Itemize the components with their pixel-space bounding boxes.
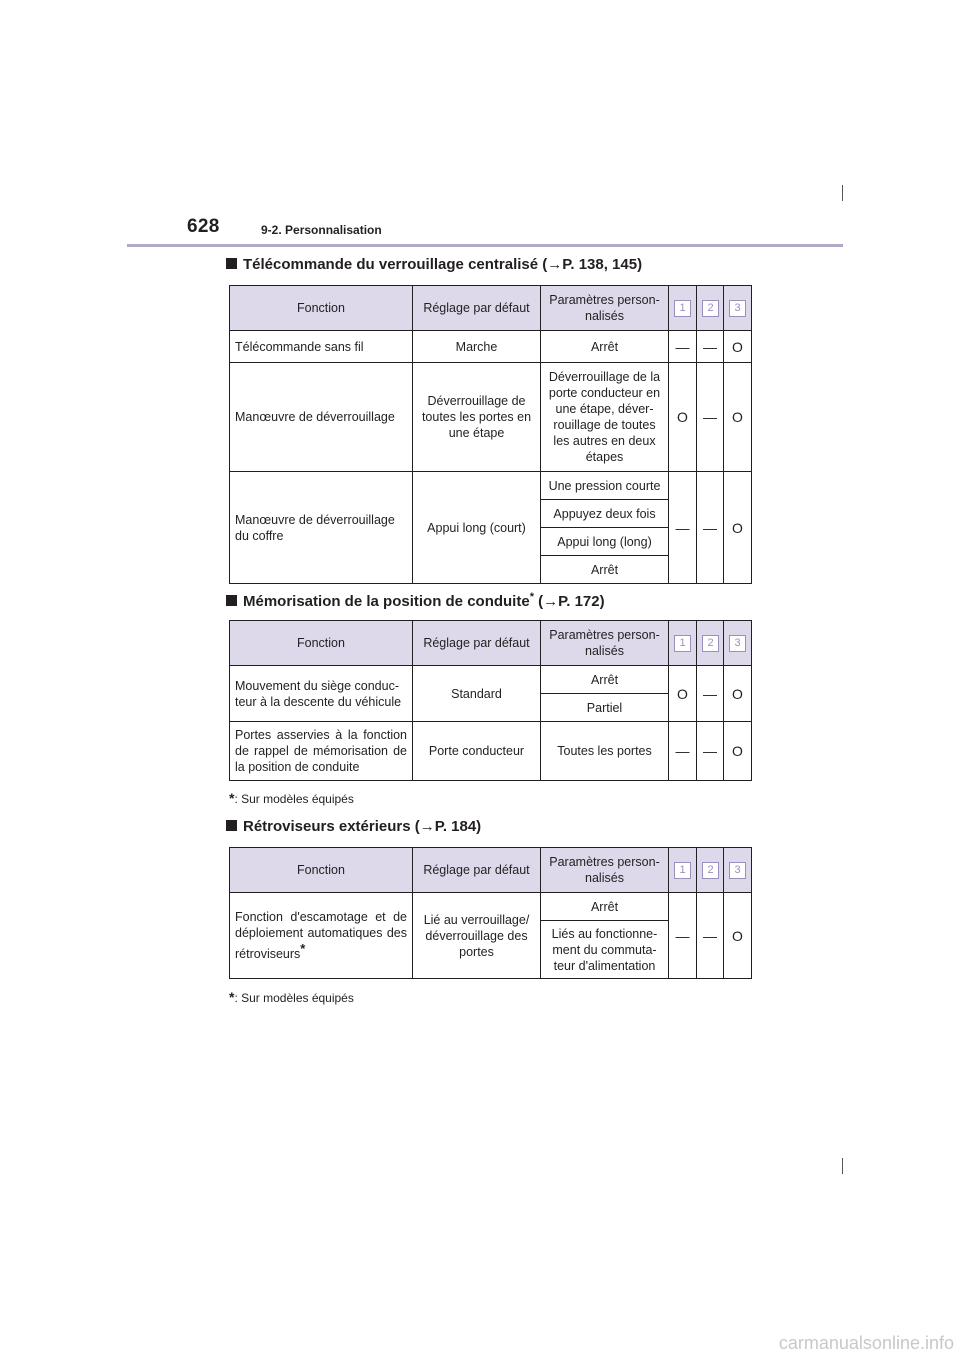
crop-mark-top: [842, 185, 843, 201]
arrow-icon: →: [419, 818, 435, 835]
cell-defaut: Appui long (court): [413, 472, 541, 584]
cell-setting-3: O: [724, 666, 752, 722]
section-title-mirrors: [226, 818, 481, 835]
cell-param: Appui long (long): [541, 528, 669, 556]
section-title-remote: [226, 256, 642, 273]
col-header-fonction: Fonction: [230, 621, 413, 666]
col-header-3: [724, 621, 752, 666]
cell-param: Arrêt: [541, 666, 669, 694]
cell-setting-2: —: [697, 722, 724, 781]
cell-param: Appuyez deux fois: [541, 500, 669, 528]
watermark: carmanualsonline.info: [778, 1333, 954, 1353]
cell-setting-3: O: [724, 363, 752, 472]
badge-1: 1: [674, 635, 691, 652]
cell-param: Déverrouillage de la porte conducteur en une étape, déver-rouillage de toutes les autres en deux étapes: [541, 363, 669, 472]
cell-setting-3: O: [724, 722, 752, 781]
cell-param: Une pression courte: [541, 472, 669, 500]
col-header-2: [697, 848, 724, 893]
cell-param: Arrêt: [541, 331, 669, 363]
cell-fonction: [230, 893, 413, 979]
cell-defaut: Porte conducteur: [413, 722, 541, 781]
footnote: [229, 989, 354, 1005]
cell-setting-3: O: [724, 893, 752, 979]
table-header-row: [230, 621, 752, 666]
chapter-title: 9-2. Personnalisation: [261, 223, 382, 237]
cell-setting-2: —: [697, 363, 724, 472]
table-row: [230, 331, 752, 363]
table-header-row: [230, 286, 752, 331]
col-header-params: Paramètres person-nalisés: [541, 848, 669, 893]
cell-setting-1: —: [669, 472, 697, 584]
badge-3: 3: [729, 862, 746, 879]
crop-mark-bottom: [842, 1158, 843, 1174]
cell-fonction: Portes asservies à la fonction de rappel de mémorisation de la position de conduite: [230, 722, 413, 781]
col-header-params: Paramètres person-nalisés: [541, 621, 669, 666]
cell-param: Arrêt: [541, 893, 669, 921]
section-title-memory: [226, 591, 605, 610]
cell-param: Toutes les portes: [541, 722, 669, 781]
cell-setting-2: —: [697, 331, 724, 363]
cell-setting-3: O: [724, 331, 752, 363]
badge-2: 2: [702, 300, 719, 317]
section-title-paren: (: [533, 593, 544, 610]
badge-2: 2: [702, 862, 719, 879]
cell-defaut: Lié au verrouillage/ déverrouillage des portes: [413, 893, 541, 979]
table-memory: [229, 620, 752, 781]
page-ref[interactable]: P. 172): [558, 593, 605, 610]
footnote: [229, 790, 354, 806]
table-row: [230, 472, 752, 500]
col-header-defaut: Réglage par défaut: [413, 286, 541, 331]
footnote-star: *: [529, 591, 534, 603]
table-remote: [229, 285, 752, 584]
col-header-fonction: Fonction: [230, 848, 413, 893]
footnote-text: : Sur modèles équipés: [234, 792, 354, 806]
badge-1: 1: [674, 862, 691, 879]
cell-defaut: Standard: [413, 666, 541, 722]
cell-fonction: Manœuvre de déverrouillage: [230, 363, 413, 472]
cell-fonction: Mouvement du siège conduc-teur à la descente du véhicule: [230, 666, 413, 722]
footnote-text: : Sur modèles équipés: [234, 991, 354, 1005]
table-header-row: [230, 848, 752, 893]
col-header-1: [669, 286, 697, 331]
col-header-1: [669, 621, 697, 666]
footnote-star: *: [229, 790, 235, 806]
cell-fonction-text: Fonction d'escamotage et de déploiement automatiques des rétroviseurs: [235, 909, 407, 962]
header-rule: [127, 244, 843, 247]
page-ref[interactable]: P. 138, 145): [562, 256, 643, 273]
footnote-star: *: [300, 940, 306, 956]
square-bullet-icon: [226, 820, 237, 831]
page-number: 628: [187, 216, 220, 237]
cell-setting-3: O: [724, 472, 752, 584]
cell-fonction: Manœuvre de déverrouillage du coffre: [230, 472, 413, 584]
cell-setting-1: —: [669, 331, 697, 363]
col-header-3: [724, 848, 752, 893]
page-ref[interactable]: P. 184): [434, 818, 482, 835]
arrow-icon: →: [547, 256, 563, 273]
col-header-defaut: Réglage par défaut: [413, 848, 541, 893]
cell-setting-2: —: [697, 472, 724, 584]
cell-setting-1: —: [669, 893, 697, 979]
cell-defaut: Déverrouillage de toutes les portes en une étape: [413, 363, 541, 472]
section-title-text: Rétroviseurs extérieurs (: [243, 818, 420, 835]
cell-fonction: Télécommande sans fil: [230, 331, 413, 363]
cell-setting-1: O: [669, 666, 697, 722]
table-row: [230, 722, 752, 781]
badge-2: 2: [702, 635, 719, 652]
col-header-2: [697, 286, 724, 331]
table-row: [230, 893, 752, 921]
cell-param: Arrêt: [541, 556, 669, 584]
col-header-params: Paramètres person-nalisés: [541, 286, 669, 331]
col-header-fonction: Fonction: [230, 286, 413, 331]
section-title-text: Mémorisation de la position de conduite: [243, 593, 530, 610]
cell-setting-2: —: [697, 893, 724, 979]
badge-3: 3: [729, 635, 746, 652]
cell-setting-2: —: [697, 666, 724, 722]
section-title-text: Télécommande du verrouillage centralisé (: [243, 256, 548, 273]
col-header-1: [669, 848, 697, 893]
col-header-2: [697, 621, 724, 666]
footnote-star: *: [229, 989, 235, 1005]
square-bullet-icon: [226, 595, 237, 606]
cell-setting-1: O: [669, 363, 697, 472]
col-header-defaut: Réglage par défaut: [413, 621, 541, 666]
square-bullet-icon: [226, 258, 237, 269]
cell-setting-1: —: [669, 722, 697, 781]
cell-defaut: Marche: [413, 331, 541, 363]
arrow-icon: →: [543, 593, 559, 610]
badge-1: 1: [674, 300, 691, 317]
col-header-3: [724, 286, 752, 331]
table-row: [230, 666, 752, 694]
cell-param: Liés au fonctionne-ment du commuta-teur d'alimentation: [541, 921, 669, 979]
cell-param: Partiel: [541, 694, 669, 722]
badge-3: 3: [729, 300, 746, 317]
table-row: [230, 363, 752, 472]
table-mirrors: [229, 847, 752, 979]
